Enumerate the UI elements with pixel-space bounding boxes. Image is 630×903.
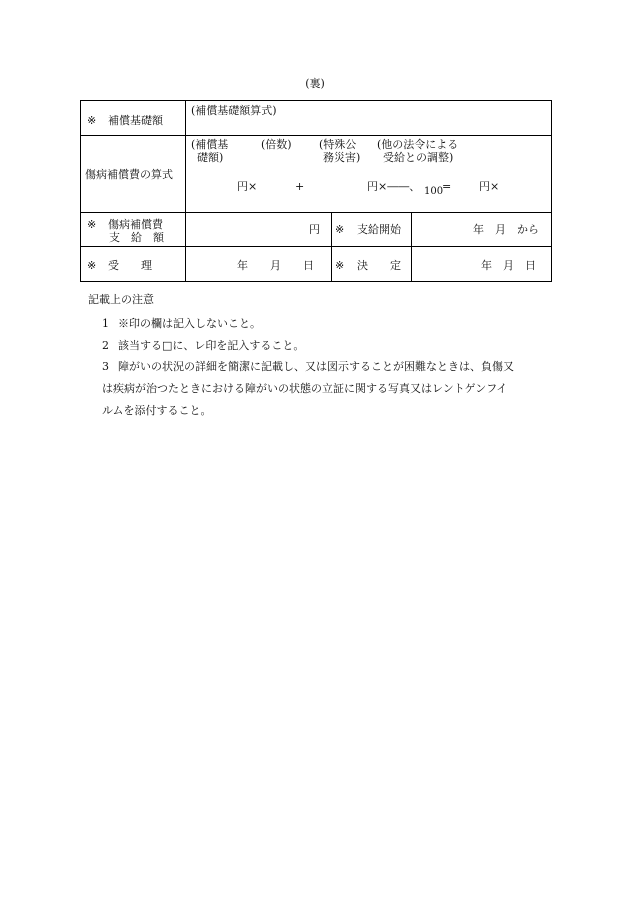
formula-col-special-line2: 務災害) (323, 151, 361, 164)
decision-date: 年 月 日 (481, 259, 536, 272)
formula-label: 傷病補償費の算式 (85, 168, 173, 181)
payment-start-value: 年 月 から (473, 223, 539, 236)
required-mark: ※ (87, 218, 97, 231)
note-text: ※印の欄は記入しないこと。 (118, 317, 261, 330)
notes-title: 記載上の注意 (88, 293, 154, 306)
note-text: 該当する□に、レ印を記入すること。 (118, 339, 305, 352)
note-number: 1 (102, 317, 109, 330)
formula-col-special-line1: (特殊公 (319, 138, 357, 151)
note-number: 2 (102, 339, 109, 352)
decision-label: 決 定 (357, 259, 401, 272)
row-divider (81, 246, 551, 247)
formula-yen-times: 円× (237, 180, 258, 193)
page-heading: (裏) (305, 77, 325, 90)
payment-amount-yen: 円 (309, 223, 320, 236)
base-amount-label: 補償基礎額 (108, 114, 163, 127)
payment-amount-label-line1: 傷病補償費 (108, 218, 163, 231)
note-number: 3 (102, 360, 109, 373)
required-mark: ※ (335, 259, 345, 272)
middle-column-divider (331, 212, 332, 281)
label-column-divider (185, 101, 186, 281)
required-mark: ※ (87, 259, 97, 272)
formula-denominator-100: 100 (424, 186, 444, 197)
compensation-form-table (80, 100, 552, 282)
note-text-line: 障がいの状況の詳細を簡潔に記載し、又は図示することが困難なときは、負傷又 (118, 360, 514, 373)
required-mark: ※ (335, 223, 345, 236)
note-text-line: は疾病が治つたときにおける障がいの状態の立証に関する写真又はレントゲンフイ (102, 382, 508, 395)
row-divider (81, 135, 551, 136)
required-mark: ※ (87, 114, 97, 127)
note-text-line: ルムを添付すること。 (102, 404, 212, 417)
base-amount-formula-caption: (補償基礎額算式) (191, 104, 277, 117)
formula-equals: = (442, 180, 452, 193)
formula-col-adjust-line2: 受給との調整) (383, 151, 454, 164)
receipt-label: 受 理 (108, 259, 152, 272)
formula-yen-times-fraction: 円×――、 (367, 180, 421, 193)
payment-amount-label-line2: 支 給 額 (109, 231, 164, 244)
formula-result-yen-times: 円× (479, 180, 500, 193)
row-divider (81, 212, 551, 213)
formula-plus: + (295, 180, 305, 193)
formula-col-adjust-line1: (他の法令による (377, 138, 459, 151)
formula-col-multiplier: (倍数) (261, 138, 292, 151)
receipt-date: 年 月 日 (237, 259, 314, 272)
formula-col-base-line1: (補償基 (191, 138, 229, 151)
formula-col-base-line2: 礎額) (197, 151, 224, 164)
middle-column-divider (411, 212, 412, 281)
payment-start-label: 支給開始 (357, 223, 401, 236)
